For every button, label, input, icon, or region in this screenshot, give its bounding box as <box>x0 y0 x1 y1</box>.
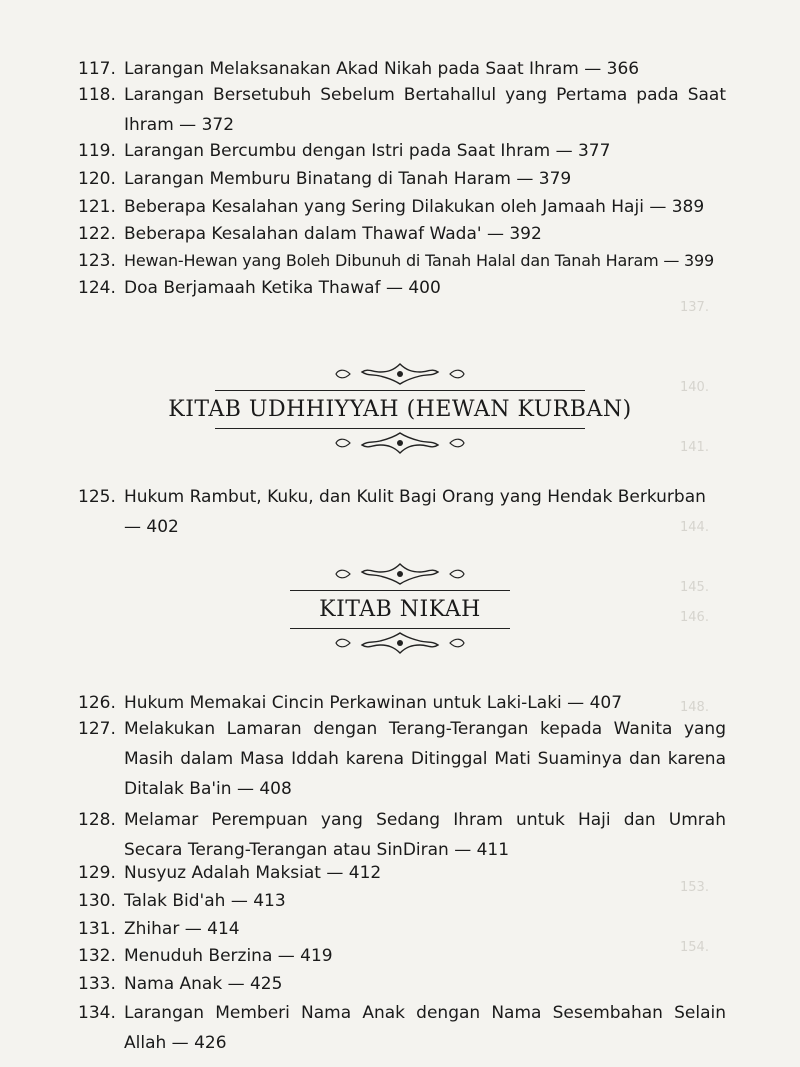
entry-number: 126. <box>78 693 116 713</box>
entry-title: Melakukan Lamaran dengan Terang-Terangan kepada Wanita yang Masih dalam Masa Iddah karena Ditinggal Mati Suaminya dan karena Ditalak Ba'in — 408 <box>124 719 726 799</box>
entry-title: Larangan Bercumbu dengan Istri pada Saat Ihram — 377 <box>124 141 611 161</box>
entry-title: Talak Bid'ah — 413 <box>124 891 286 911</box>
list-item[interactable] <box>78 192 726 222</box>
list-item[interactable] <box>78 164 726 194</box>
list-item[interactable] <box>78 914 726 944</box>
entry-number: 128. <box>78 810 116 830</box>
list-item[interactable] <box>78 969 726 999</box>
entry-number: 134. <box>78 1003 116 1023</box>
list-item[interactable] <box>78 941 726 971</box>
entry-number: 133. <box>78 974 116 994</box>
entry-title: Beberapa Kesalahan dalam Thawaf Wada' — 392 <box>124 224 542 244</box>
section-title: KITAB NIKAH <box>319 597 481 622</box>
flourish-ornament-icon <box>330 629 470 657</box>
list-item[interactable] <box>78 998 726 1058</box>
entry-title: Larangan Bersetubuh Sebelum Bertahallul yang Pertama pada Saat Ihram — 372 <box>124 85 726 135</box>
divider <box>215 390 585 391</box>
entry-title: Nusyuz Adalah Maksiat — 412 <box>124 863 382 883</box>
list-item[interactable] <box>78 246 726 276</box>
entry-number: 124. <box>78 278 116 298</box>
entry-number: 125. <box>78 487 116 507</box>
section-header-udhhiyyah <box>150 360 650 457</box>
entry-number: 118. <box>78 85 116 105</box>
entry-number: 129. <box>78 863 116 883</box>
entry-title: Hewan-Hewan yang Boleh Dibunuh di Tanah Halal dan Tanah Haram — 399 <box>124 251 714 270</box>
list-item[interactable] <box>78 858 726 888</box>
entry-number: 127. <box>78 719 116 739</box>
list-item[interactable] <box>78 714 726 804</box>
list-item[interactable] <box>78 136 726 166</box>
entry-number: 120. <box>78 169 116 189</box>
flourish-ornament-icon <box>330 360 470 388</box>
entry-title: Larangan Melaksanakan Akad Nikah pada Saat Ihram — 366 <box>124 59 640 79</box>
entry-title: Hukum Memakai Cincin Perkawinan untuk Laki-Laki — 407 <box>124 693 623 713</box>
list-item[interactable] <box>78 482 726 542</box>
list-item[interactable] <box>78 886 726 916</box>
entry-title: Melamar Perempuan yang Sedang Ihram untuk Haji dan Umrah Secara Terang-Terangan atau SinDiran — 411 <box>124 810 726 860</box>
entry-title: Zhihar — 414 <box>124 919 240 939</box>
entry-number: 122. <box>78 224 116 244</box>
section-header-nikah <box>150 560 650 657</box>
divider <box>290 590 510 591</box>
entry-title: Menuduh Berzina — 419 <box>124 946 333 966</box>
entry-title: Hukum Rambut, Kuku, dan Kulit Bagi Orang yang Hendak Berkurban — 402 <box>124 487 706 537</box>
entry-number: 117. <box>78 59 116 79</box>
list-item[interactable] <box>78 219 726 249</box>
entry-number: 130. <box>78 891 116 911</box>
list-item[interactable] <box>78 273 726 303</box>
entry-title: Larangan Memburu Binatang di Tanah Haram — 379 <box>124 169 572 189</box>
entry-number: 131. <box>78 919 116 939</box>
list-item[interactable] <box>78 80 726 140</box>
entry-number: 132. <box>78 946 116 966</box>
section-title: KITAB UDHHIYYAH (HEWAN KURBAN) <box>168 397 632 422</box>
entry-number: 121. <box>78 197 116 217</box>
flourish-ornament-icon <box>330 429 470 457</box>
entry-number: 123. <box>78 251 116 271</box>
entry-number: 119. <box>78 141 116 161</box>
entry-title: Nama Anak — 425 <box>124 974 283 994</box>
entry-title: Larangan Memberi Nama Anak dengan Nama Sesembahan Selain Allah — 426 <box>124 1003 726 1053</box>
flourish-ornament-icon <box>330 560 470 588</box>
entry-title: Beberapa Kesalahan yang Sering Dilakukan oleh Jamaah Haji — 389 <box>124 197 705 217</box>
entry-title: Doa Berjamaah Ketika Thawaf — 400 <box>124 278 441 298</box>
toc-page: 137. 140. 141. 144. 145. 146. 148. 153. 154. 117. Larangan Melaksanakan Akad Nikah pada Saat Ihram — 366 118. Larangan Bersetubuh Sebelum Bertahallul yang Pertama pada Saat Ihram — 372 119. Larangan Bercumbu dengan Istri pada Saat Ihram — 377 120. Larangan Memburu Binatang di Tanah Haram — 379 121. Beberapa Kesalahan yang Sering Dilakukan oleh Jamaah Haji — 389 122. Beberapa Kesalahan dalam Thawaf Wada' — 392 123. Hewan-Hewan yang Boleh Dibunuh di Tanah Halal dan Tanah Haram — 399 124. Doa Berjamaah Ketika Thawaf — 400 KITAB UDHHIYYAH (HEWAN KURBAN) 125. Hukum Rambut, Kuku, dan Kulit Bagi Orang yang Hendak Berkurban — 402 KITAB NIKAH 126. Hukum Memakai Cincin Perkawinan untuk Laki-Laki — 407 127. Melakukan Lamaran dengan Terang-Terangan kepada Wanita yang Masih dalam Masa Iddah karena Ditinggal Mati Suaminya dan karena Ditalak Ba'in — 408 128. Melamar Perempuan yang Sedang Ihram untuk Haji dan Umrah Secara Terang-Terangan atau SinDiran — 411 129. Nusyuz Adalah Maksiat — 412 130. Talak Bid'ah — 413 131. Zhihar — 414 132. Menuduh Berzina — 419 133. Nama Anak — 425 134. Larangan Memberi Nama Anak dengan Nama Sesembahan Selain Allah — 426 <box>0 0 800 1067</box>
list-item[interactable] <box>78 805 726 865</box>
